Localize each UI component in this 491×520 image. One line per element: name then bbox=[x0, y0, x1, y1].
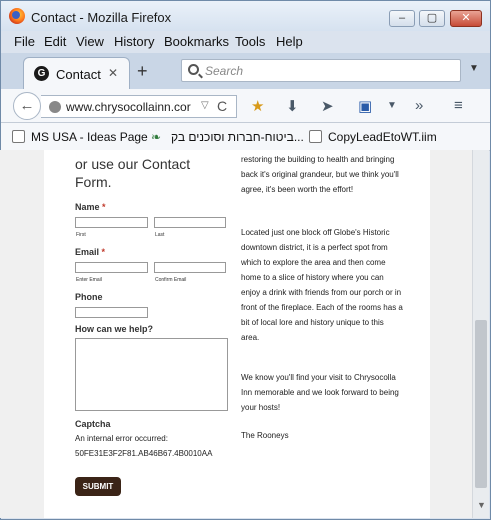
label-text: Name bbox=[75, 202, 100, 212]
confirm-email-sublabel: Confirm Email bbox=[155, 277, 187, 283]
page-viewport bbox=[0, 150, 472, 518]
scroll-thumb[interactable] bbox=[475, 320, 487, 488]
first-name-field[interactable] bbox=[75, 217, 148, 228]
page-icon bbox=[12, 130, 25, 143]
captcha-label: Captcha bbox=[75, 419, 111, 429]
search-dropdown-icon[interactable]: ▼ bbox=[469, 63, 479, 74]
visit-paragraph: We know you'll find your visit to Chrysocolla Inn memorable and we look forward to being your hosts! bbox=[241, 373, 399, 412]
menu-bookmarks[interactable]: Bookmarks bbox=[164, 34, 230, 49]
bookmark-copylead[interactable] bbox=[309, 130, 437, 144]
download-icon[interactable]: ⬇ bbox=[286, 98, 299, 115]
menu-help[interactable]: Help bbox=[276, 34, 303, 49]
heading-line: or use our Contact bbox=[75, 156, 191, 172]
hamburger-menu-icon[interactable]: ≡ bbox=[454, 97, 463, 114]
tab-close-icon[interactable]: ✕ bbox=[108, 66, 119, 80]
heading-line: Form. bbox=[75, 174, 112, 190]
help-label: How can we help? bbox=[75, 324, 154, 334]
back-button[interactable]: ← bbox=[13, 92, 41, 120]
bookmark-label: CopyLeadEtoWT.iim bbox=[328, 130, 437, 144]
navigation-bar bbox=[1, 89, 490, 123]
email-label bbox=[75, 247, 105, 257]
menu-tools[interactable]: Tools bbox=[235, 34, 266, 49]
send-icon[interactable]: ➤ bbox=[321, 98, 334, 115]
required-mark: * bbox=[102, 202, 106, 212]
menu-file[interactable]: File bbox=[14, 34, 35, 49]
save-icon[interactable]: ▣ bbox=[358, 98, 373, 115]
url-dropdown-icon[interactable]: ▽ bbox=[201, 100, 209, 111]
url-text[interactable]: www.chrysocollainn.cor bbox=[66, 100, 191, 114]
leaf-icon: ❧ bbox=[151, 130, 162, 144]
bookmark-label: MS USA - Ideas Page bbox=[31, 130, 148, 144]
tab-strip bbox=[1, 53, 490, 89]
confirm-email-field[interactable] bbox=[154, 262, 226, 273]
label-text: Email bbox=[75, 247, 100, 257]
page-content bbox=[44, 150, 430, 518]
google-favicon-icon: G bbox=[34, 66, 49, 81]
menu-history[interactable]: History bbox=[114, 34, 155, 49]
menu-edit[interactable]: Edit bbox=[44, 34, 67, 49]
bookmark-hebrew[interactable] bbox=[171, 130, 304, 144]
email-field[interactable] bbox=[75, 262, 148, 273]
globe-icon bbox=[49, 101, 61, 113]
firefox-logo-icon bbox=[9, 8, 25, 24]
window-title: Contact - Mozilla Firefox bbox=[31, 10, 172, 25]
tab-contact[interactable] bbox=[23, 57, 130, 89]
captcha-error: An internal error occurred: bbox=[75, 434, 168, 443]
menu-bar bbox=[1, 31, 490, 53]
search-placeholder: Search bbox=[205, 64, 244, 78]
phone-field[interactable] bbox=[75, 307, 148, 318]
dropdown-icon[interactable]: ▼ bbox=[387, 100, 397, 111]
name-label bbox=[75, 202, 106, 212]
required-mark: * bbox=[101, 247, 106, 257]
intro-paragraph: restoring the building to health and bringing back it's original grandeur, but we think you'll agree, it's been worth the effort! bbox=[241, 155, 399, 194]
location-paragraph: Located just one block off Globe's Historic downtown district, it is a perfect spot from which to explore the area and then come home to a slice of history where you can enjoy a drink with friends from our porch or in front of the fireplace. Each of the rooms has a bit of local lore and history unique to this area. bbox=[241, 228, 403, 342]
menu-view[interactable]: View bbox=[76, 34, 104, 49]
maximize-button[interactable]: ▢ bbox=[419, 10, 445, 27]
title-bar bbox=[1, 1, 490, 31]
contact-heading bbox=[75, 155, 190, 191]
search-input[interactable] bbox=[181, 59, 461, 82]
enter-email-sublabel: Enter Email bbox=[76, 277, 102, 283]
close-window-button[interactable]: ✕ bbox=[450, 10, 482, 27]
tab-label: Contact bbox=[56, 67, 101, 82]
bookmark-star-icon[interactable]: ★ bbox=[251, 98, 265, 115]
bookmarks-bar bbox=[1, 123, 490, 151]
search-icon bbox=[188, 64, 199, 75]
submit-button[interactable]: SUBMIT bbox=[75, 477, 121, 496]
message-textarea[interactable] bbox=[75, 338, 228, 411]
bookmark-label: ביטוח-חברות וסוכנים בק... bbox=[171, 130, 304, 144]
page-scrollbar[interactable] bbox=[472, 150, 489, 518]
minimize-button[interactable]: – bbox=[389, 10, 415, 27]
page-icon bbox=[309, 130, 322, 143]
url-bar[interactable] bbox=[41, 95, 237, 118]
last-name-field[interactable] bbox=[154, 217, 226, 228]
new-tab-button[interactable]: + bbox=[137, 61, 148, 81]
signature: The Rooneys bbox=[241, 431, 289, 440]
last-sublabel: Last bbox=[155, 232, 165, 238]
phone-label: Phone bbox=[75, 292, 103, 302]
first-sublabel: First bbox=[76, 232, 86, 238]
overflow-icon[interactable]: » bbox=[415, 97, 424, 114]
scroll-down-icon[interactable]: ▼ bbox=[477, 500, 486, 510]
reload-icon[interactable]: C bbox=[217, 98, 228, 114]
captcha-error-code: 50FE31E3F2F81.AB46B67.4B0010AA bbox=[75, 449, 213, 458]
bookmark-ms-usa[interactable] bbox=[12, 130, 148, 144]
